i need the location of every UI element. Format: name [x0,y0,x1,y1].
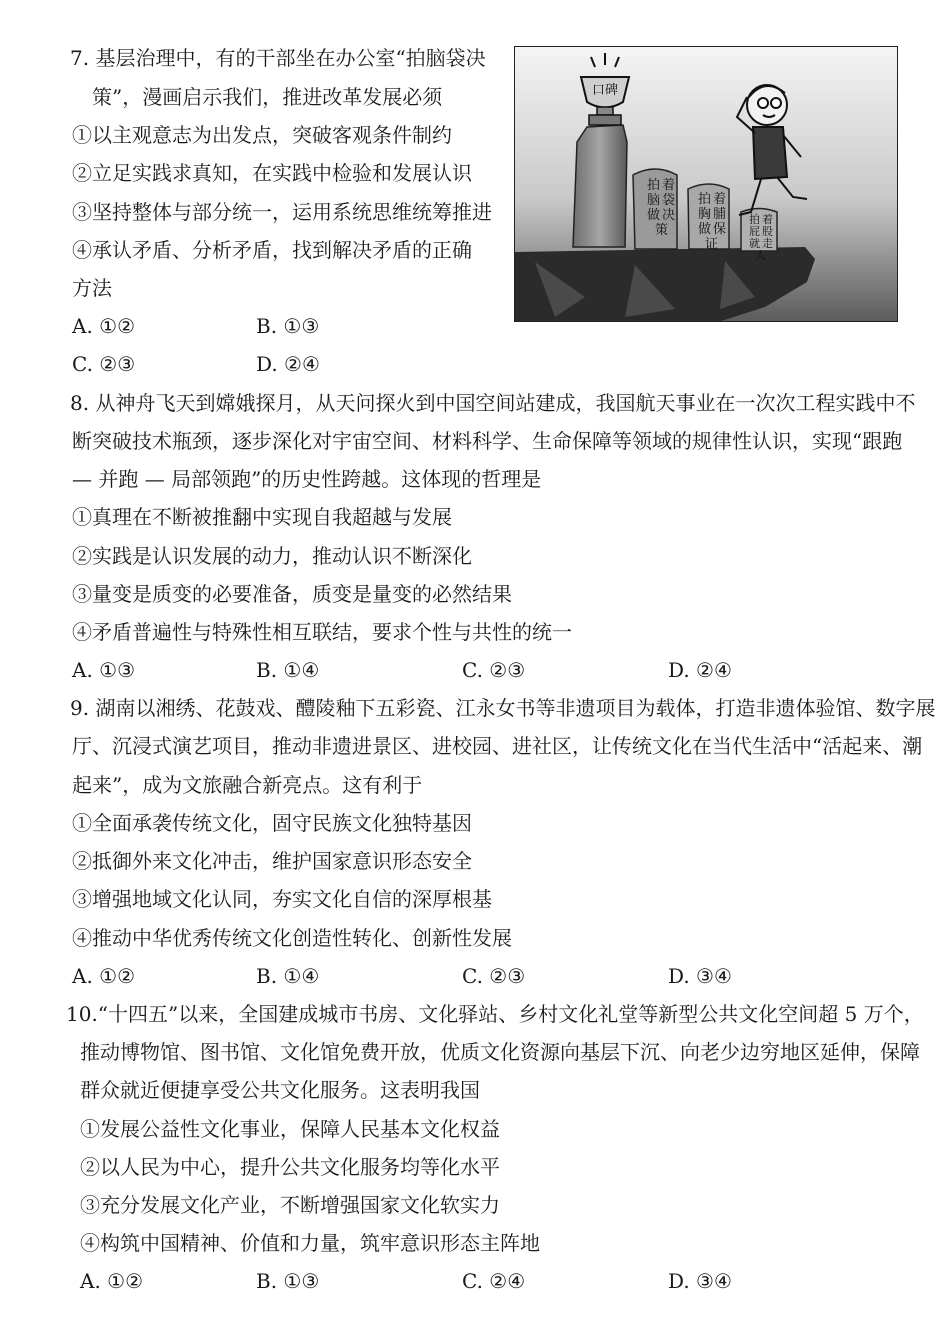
q7-answer-d: D. ②④ [256,352,320,376]
q8-answer-b: B. ①④ [256,658,320,682]
q9-answer-d: D. ③④ [668,964,732,988]
q9-option-3: ③增强地域文化认同，夯实文化自信的深厚根基 [72,887,492,911]
q8-option-1: ①真理在不断被推翻中实现自我超越与发展 [72,505,452,529]
q9-answer-c: C. ②③ [462,964,526,988]
q10-answer-c: C. ②④ [462,1269,526,1293]
q8-stem-line-1: 8. 从神舟飞天到嫦娥探月，从天问探火到中国空间站建成，我国航天事业在一次次工程实践中不 [70,391,916,415]
q7-answer-a: A. ①② [72,314,136,338]
q10-stem-line-1: 10.“十四五”以来，全国建成城市书房、文化驿站、乡村文化礼堂等新型公共文化空间超 5 万个， [66,1002,924,1026]
q8-stem-line-2: 断突破技术瓶颈，逐步深化对宇宙空间、材料科学、生命保障等领域的规律性认识，实现“跟跑 [72,429,903,453]
q10-stem-line-3: 群众就近便捷享受公共文化服务。这表明我国 [80,1078,480,1102]
q7-cartoon [514,46,898,322]
q9-stem-line-2: 厅、沉浸式演艺项目，推动非遗进景区、进校园、进社区，让传统文化在当代生活中“活起来、潮 [72,734,923,758]
q8-answer-d: D. ②④ [668,658,732,682]
q8-answer-c: C. ②③ [462,658,526,682]
q8-answer-a: A. ①③ [72,658,136,682]
q7-answer-c: C. ②③ [72,352,136,376]
stone-3-col-1: 拍屁就 [749,213,760,250]
trophy-pillar [573,125,627,247]
q8-option-3: ③量变是质变的必要准备，质变是量变的必然结果 [72,582,512,606]
q10-option-2: ②以人民为中心，提升公共文化服务均等化水平 [80,1155,500,1179]
q10-answer-d: D. ③④ [668,1269,732,1293]
q7-option-1: ①以主观意志为出发点，突破客观条件制约 [72,123,452,147]
q9-option-4: ④推动中华优秀传统文化创造性转化、创新性发展 [72,926,512,950]
q7-stem-line-2: 策”，漫画启示我们，推进改革发展必须 [92,85,443,109]
stone-2-col-1: 拍胸做 [698,192,712,237]
q8-option-2: ②实践是认识发展的动力，推动认识不断深化 [72,544,472,568]
q7-option-3: ③坚持整体与部分统一，运用系统思维统筹推进 [72,200,492,224]
q9-option-1: ①全面承袭传统文化，固守民族文化独特基因 [72,811,472,835]
q10-option-1: ①发展公益性文化事业，保障人民基本文化权益 [80,1117,500,1141]
stone-2-col-2: 着脯保证 [705,192,727,252]
q10-option-3: ③充分发展文化产业，不断增强国家文化软实力 [80,1193,500,1217]
q7-stem-line-1: 7. 基层治理中，有的干部坐在办公室“拍脑袋决 [70,46,486,70]
q7-option-4: ④承认矛盾、分析矛盾，找到解决矛盾的正确 [72,238,472,262]
q8-option-4: ④矛盾普遍性与特殊性相互联结，要求个性与共性的统一 [72,620,572,644]
q9-stem-line-3: 起来”，成为文旅融合新亮点。这有利于 [72,773,423,797]
q9-stem-line-1: 9. 湖南以湘绣、花鼓戏、醴陵釉下五彩瓷、江永女书等非遗项目为载体，打造非遗体验馆、数字展 [70,696,936,720]
stone-1-col-1: 拍脑做 [647,178,661,223]
q7-option-2: ②立足实践求真知，在实践中检验和发展认识 [72,161,472,185]
stone-1-col-2: 着袋决策 [655,178,676,238]
q9-option-2: ②抵御外来文化冲击，维护国家意识形态安全 [72,849,472,873]
q10-answer-b: B. ①③ [256,1269,320,1293]
stone-3-col-2: 着股走人 [755,213,773,262]
trophy-label: 口碑 [591,83,619,98]
q9-answer-b: B. ①④ [256,964,320,988]
q10-stem-line-2: 推动博物馆、图书馆、文化馆免费开放，优质文化资源向基层下沉、向老少边穷地区延伸，保障 [80,1040,920,1064]
q8-stem-line-3: — 并跑 — 局部领跑”的历史性跨越。这体现的哲理是 [72,467,542,491]
q7-answer-b: B. ①③ [256,314,320,338]
q9-answer-a: A. ①② [72,964,136,988]
q10-answer-a: A. ①② [80,1269,144,1293]
q7-option-4-continued: 方法 [72,276,112,300]
q10-option-4: ④构筑中国精神、价值和力量，筑牢意识形态主阵地 [80,1231,540,1255]
